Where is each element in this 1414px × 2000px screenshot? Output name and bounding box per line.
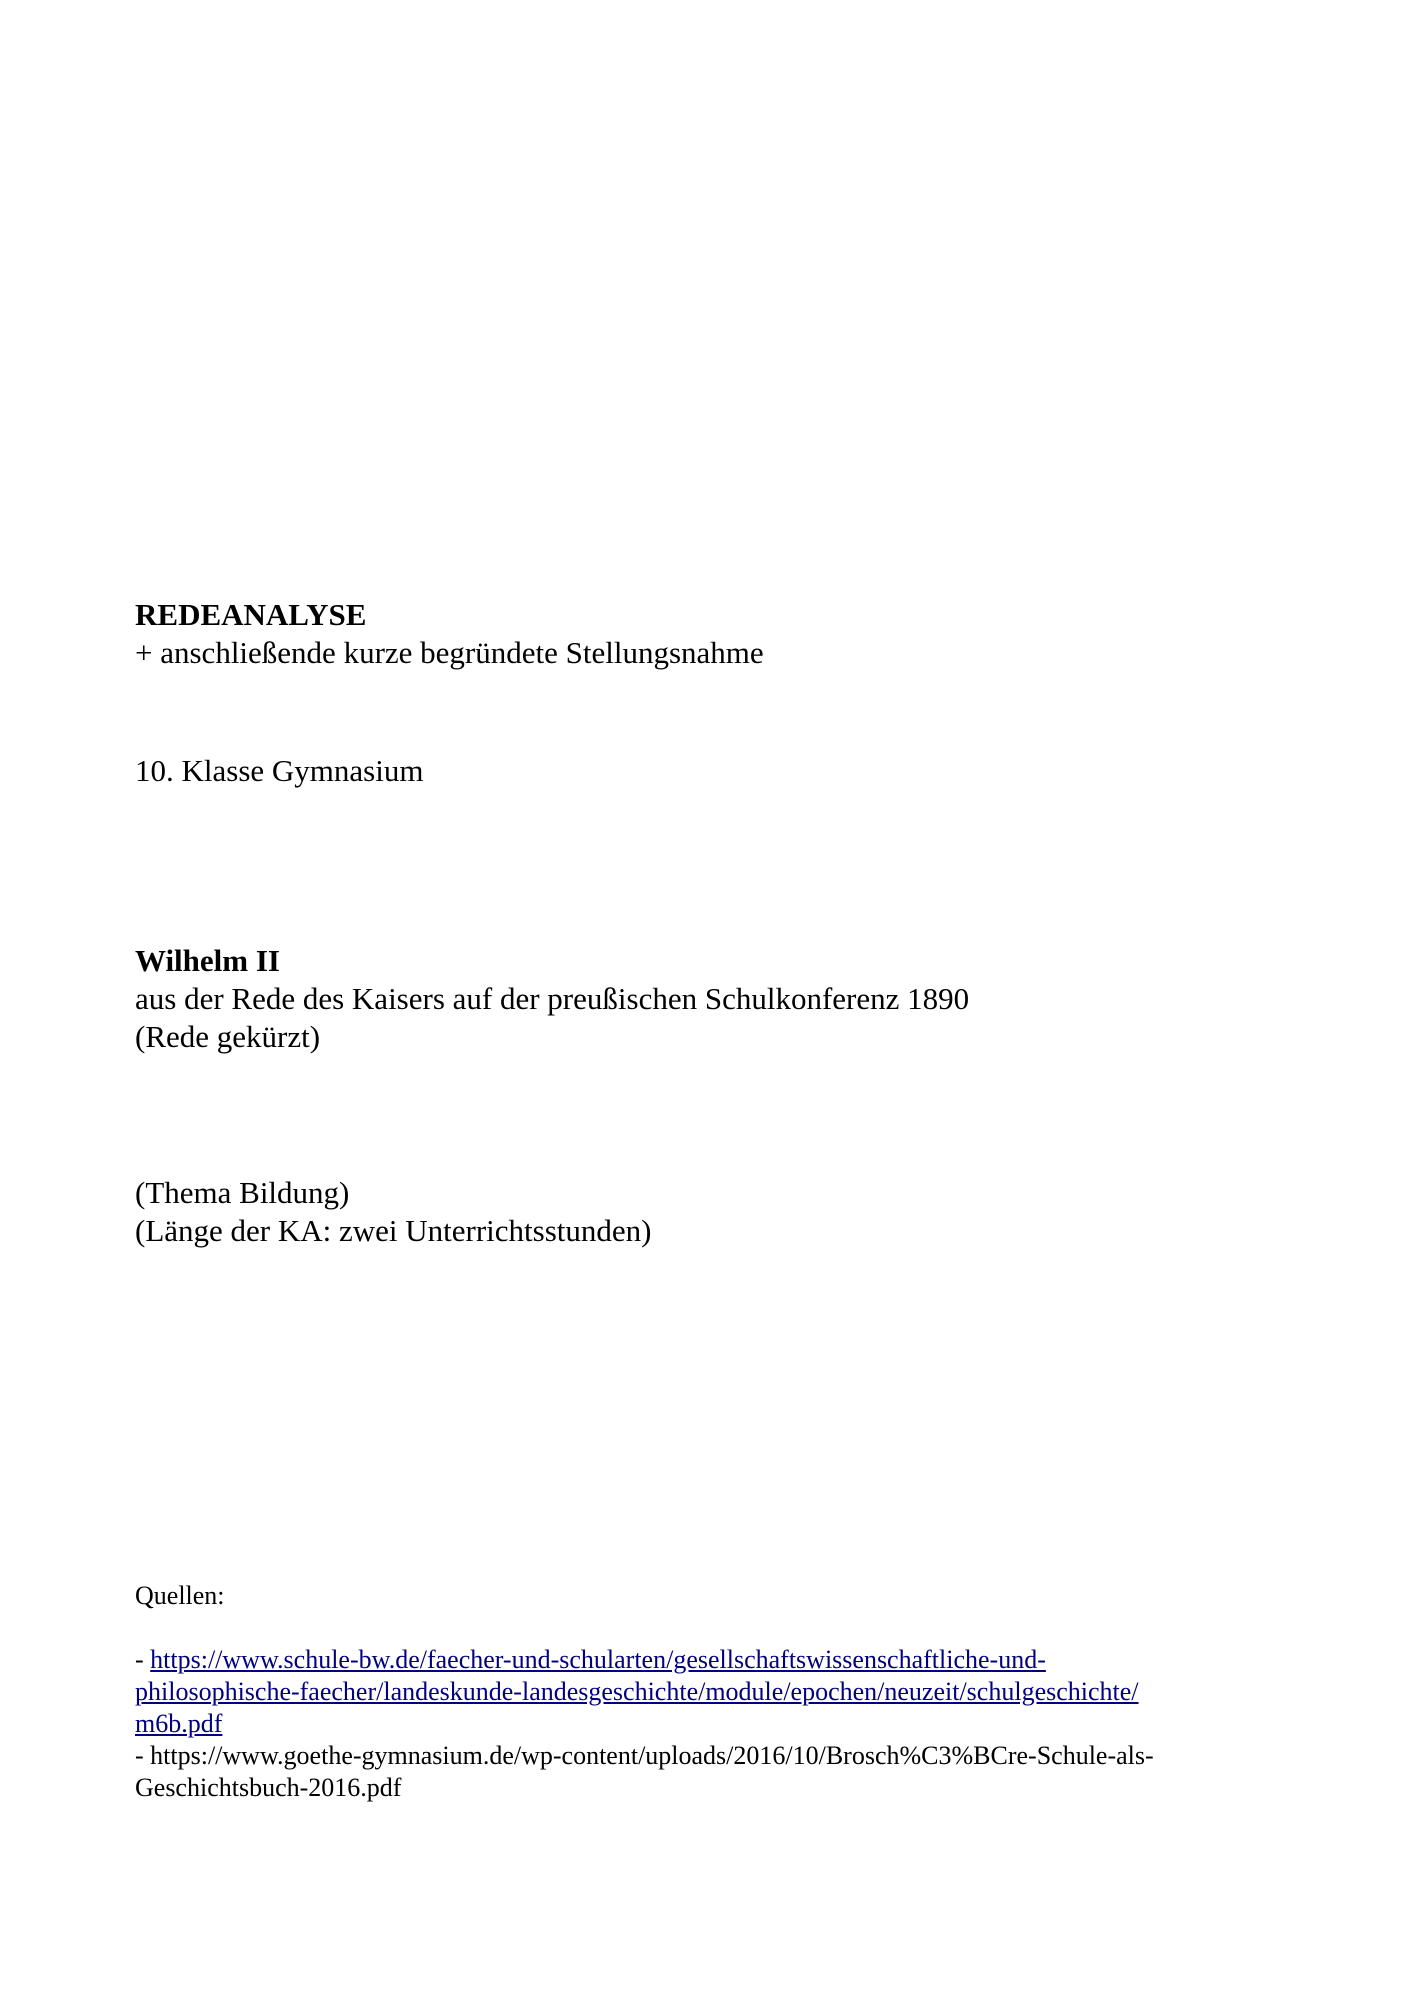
source-item-2-line-1 [135,1740,1154,1772]
source-text-2-part-2: Geschichtsbuch-2016.pdf [135,1773,402,1802]
grade-level: 10. Klasse Gymnasium [135,753,424,788]
source-item-1-line-1 [135,1644,1154,1676]
speech-note: (Rede gekürzt) [135,1019,321,1054]
speech-author: Wilhelm II [135,943,280,978]
topic-length: (Länge der KA: zwei Unterrichtsstunden) [135,1213,652,1248]
source-link-1-part-3[interactable]: m6b.pdf [135,1709,223,1738]
topic-theme: (Thema Bildung) [135,1175,350,1210]
source-item-1-line-2 [135,1676,1154,1708]
source-item-1-line-3 [135,1708,1154,1740]
source-item-2-line-2 [135,1772,1154,1804]
document-title: REDEANALYSE [135,597,367,632]
speech-block [135,942,969,1056]
sources-spacer [135,1612,1154,1644]
source-link-1-part-1[interactable]: https://www.schule-bw.de/faecher-und-schularten/gesellschaftswissenschaftliche-und- [150,1645,1046,1674]
source-item-1-prefix: - [135,1645,151,1674]
sources-block [135,1580,1154,1804]
source-text-2-part-1: https://www.goethe-gymnasium.de/wp-content/uploads/2016/10/Brosch%C3%BCre-Schule-als- [150,1741,1154,1770]
source-link-1-part-2[interactable]: philosophische-faecher/landeskunde-landesgeschichte/module/epochen/neuzeit/schulgeschichte/ [135,1677,1139,1706]
grade-block [135,752,423,790]
sources-label: Quellen: [135,1581,225,1610]
source-item-2-prefix: - [135,1741,151,1770]
document-subtitle: + anschließende kurze begründete Stellungsnahme [135,635,764,670]
speech-description: aus der Rede des Kaisers auf der preußischen Schulkonferenz 1890 [135,981,970,1016]
title-block [135,596,764,672]
topic-block [135,1174,651,1250]
